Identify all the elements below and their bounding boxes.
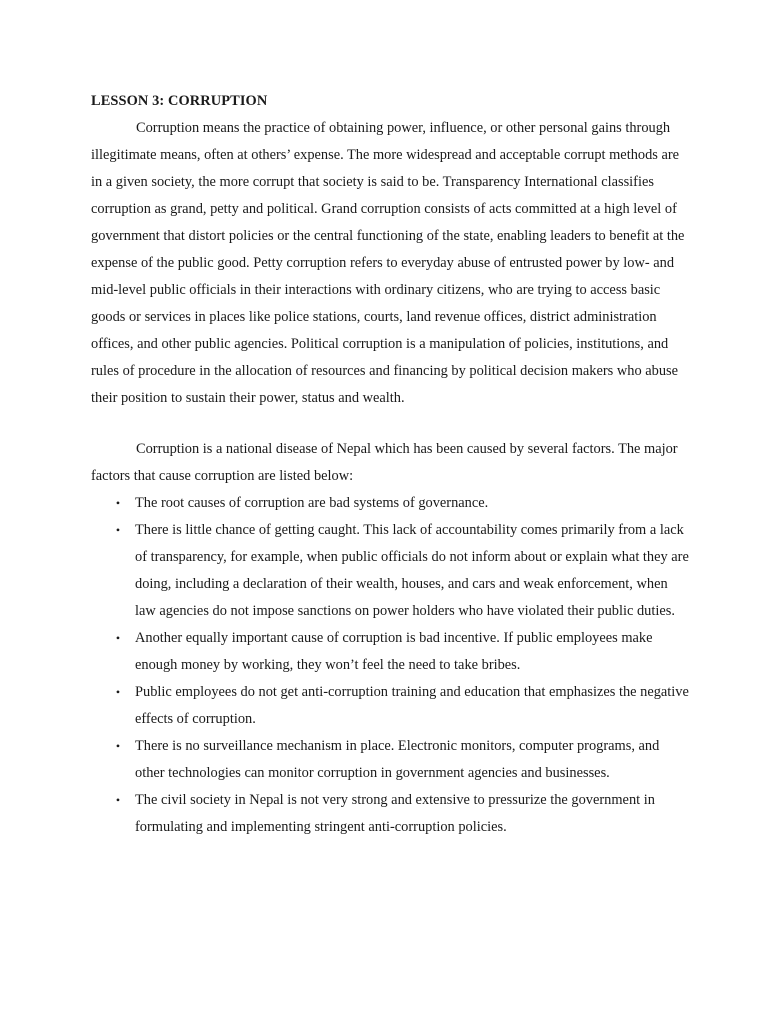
list-item-text: There is no surveillance mechanism in place. Electronic monitors, computer programs, and other technologies can monitor corruption in government agencies and businesses. <box>135 738 660 781</box>
factors-list <box>91 490 691 841</box>
bullet-icon: • <box>115 631 121 645</box>
list-item <box>91 733 691 787</box>
bullet-icon: • <box>115 523 121 537</box>
list-item <box>91 679 691 733</box>
list-item <box>91 787 691 841</box>
paragraph-definition: Corruption means the practice of obtaining power, influence, or other personal gains through illegitimate means, often at others’ expense. The more widespread and acceptable corrupt methods are in a given society, the more corrupt that society is said to be. Transparency International classifies corruption as grand, petty and political. Grand corruption consists of acts committed at a high level of government that distort policies or the central functioning of the state, enabling leaders to benefit at the expense of the public good. Petty corruption refers to everyday abuse of entrusted power by low- and mid-level public officials in their interactions with ordinary citizens, who are trying to access basic goods or services in places like police stations, courts, land revenue offices, district administration offices, and other public agencies. Political corruption is a manipulation of policies, institutions, and rules of procedure in the allocation of resources and financing by political decision makers who abuse their position to sustain their power, status and wealth. <box>91 120 685 406</box>
list-item-text: The civil society in Nepal is not very strong and extensive to pressurize the government in formulating and implementing stringent anti-corruption policies. <box>135 792 655 835</box>
list-item-text: Another equally important cause of corruption is bad incentive. If public employees make enough money by working, they won’t feel the need to take bribes. <box>135 630 653 673</box>
paragraph-factors-intro: Corruption is a national disease of Nepal which has been caused by several factors. The major factors that cause corruption are listed below: <box>91 441 678 484</box>
bullet-icon: • <box>115 793 121 807</box>
list-item-text: There is little chance of getting caught. This lack of accountability comes primarily from a lack of transparency, for example, when public officials do not inform about or explain what they are doing, including a declaration of their wealth, houses, and cars and weak enforcement, when law agencies do not impose sanctions on power holders who have violated their public duties. <box>135 522 689 619</box>
bullet-icon: • <box>115 496 121 510</box>
list-item <box>91 625 691 679</box>
lesson-heading: LESSON 3: CORRUPTION <box>91 93 268 109</box>
bullet-icon: • <box>115 739 121 753</box>
list-item-text: Public employees do not get anti-corruption training and education that emphasizes the negative effects of corruption. <box>135 684 689 727</box>
list-item <box>91 490 691 517</box>
bullet-icon: • <box>115 685 121 699</box>
list-item-text: The root causes of corruption are bad systems of governance. <box>135 495 489 511</box>
list-item <box>91 517 691 625</box>
